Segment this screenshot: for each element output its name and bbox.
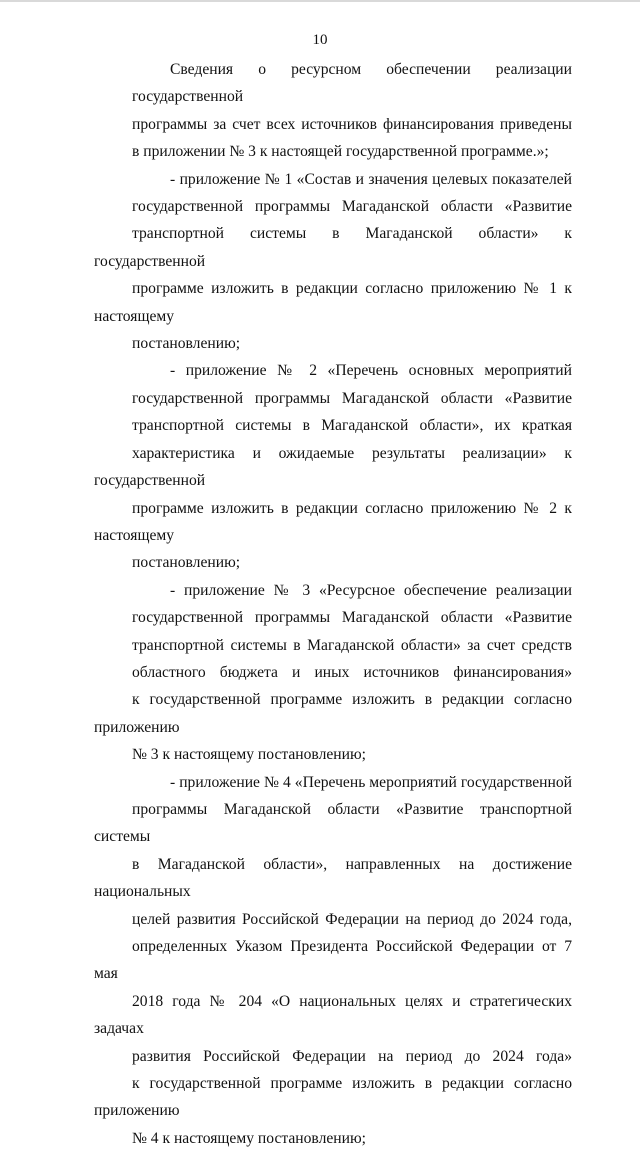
text-line: № 4 к настоящему постановлению; <box>132 1129 366 1147</box>
paragraph-appendix-1 <box>94 166 572 358</box>
text-line: определенных Указом Президента Российской Федерации от 7 мая <box>94 938 572 983</box>
text-line: - приложение № 4 «Перечень мероприятий государственной <box>170 773 572 791</box>
paragraph-appendix-3 <box>94 577 572 769</box>
paragraph-appendix-2 <box>94 357 572 576</box>
text-line: - приложение № 2 «Перечень основных мероприятий <box>170 362 572 380</box>
text-line: постановлению; <box>132 554 241 572</box>
text-line: программе изложить в редакции согласно приложению № 1 к настоящему <box>94 280 572 325</box>
page-number: 10 <box>312 32 328 48</box>
text-line: целей развития Российской Федерации на период до 2024 года, <box>132 910 572 928</box>
text-line: № 3 к настоящему постановлению; <box>132 746 366 764</box>
text-line: 2018 года № 204 «О национальных целях и стратегических задачах <box>94 992 572 1038</box>
text-line: - приложение № 1 «Состав и значения целевых показателей <box>170 170 572 188</box>
text-line: государственной программы Магаданской области «Развитие <box>132 198 572 216</box>
text-line: характеристика и ожидаемые результаты реализации» к государственной <box>94 444 572 490</box>
paragraph-appendix-4 <box>94 769 572 1152</box>
paragraph-resource-info <box>94 56 572 166</box>
text-line: в Магаданской области», направленных на достижение национальных <box>94 855 572 901</box>
text-line: областного бюджета и иных источников финансирования» <box>132 663 572 681</box>
text-line: транспортной системы в Магаданской области» к государственной <box>94 225 572 270</box>
text-line: транспортной системы в Магаданской области», их краткая <box>132 417 572 435</box>
text-line: государственной программы Магаданской области «Развитие <box>132 609 572 627</box>
text-line: к государственной программе изложить в редакции согласно приложению <box>94 691 572 736</box>
text-line: программе изложить в редакции согласно приложению № 2 к настоящему <box>94 499 572 544</box>
text-line: программы Магаданской области «Развитие транспортной системы <box>94 800 572 846</box>
text-line: программы за счет всех источников финансирования приведены <box>132 115 572 133</box>
text-line: в приложении № 3 к настоящей государственной программе.»; <box>132 143 549 161</box>
text-line: транспортной системы в Магаданской области» за счет средств <box>132 636 572 654</box>
page-top-edge <box>0 0 640 2</box>
document-body <box>94 56 572 1152</box>
text-line: - приложение № 3 «Ресурсное обеспечение реализации <box>170 581 572 599</box>
text-line: государственной программы Магаданской области «Развитие <box>132 389 572 407</box>
text-line: Сведения о ресурсном обеспечении реализации государственной <box>132 61 572 106</box>
text-line: постановлению; <box>132 335 241 353</box>
text-line: развития Российской Федерации на период до 2024 года» <box>132 1047 572 1065</box>
text-line: к государственной программе изложить в редакции согласно приложению <box>94 1075 572 1120</box>
